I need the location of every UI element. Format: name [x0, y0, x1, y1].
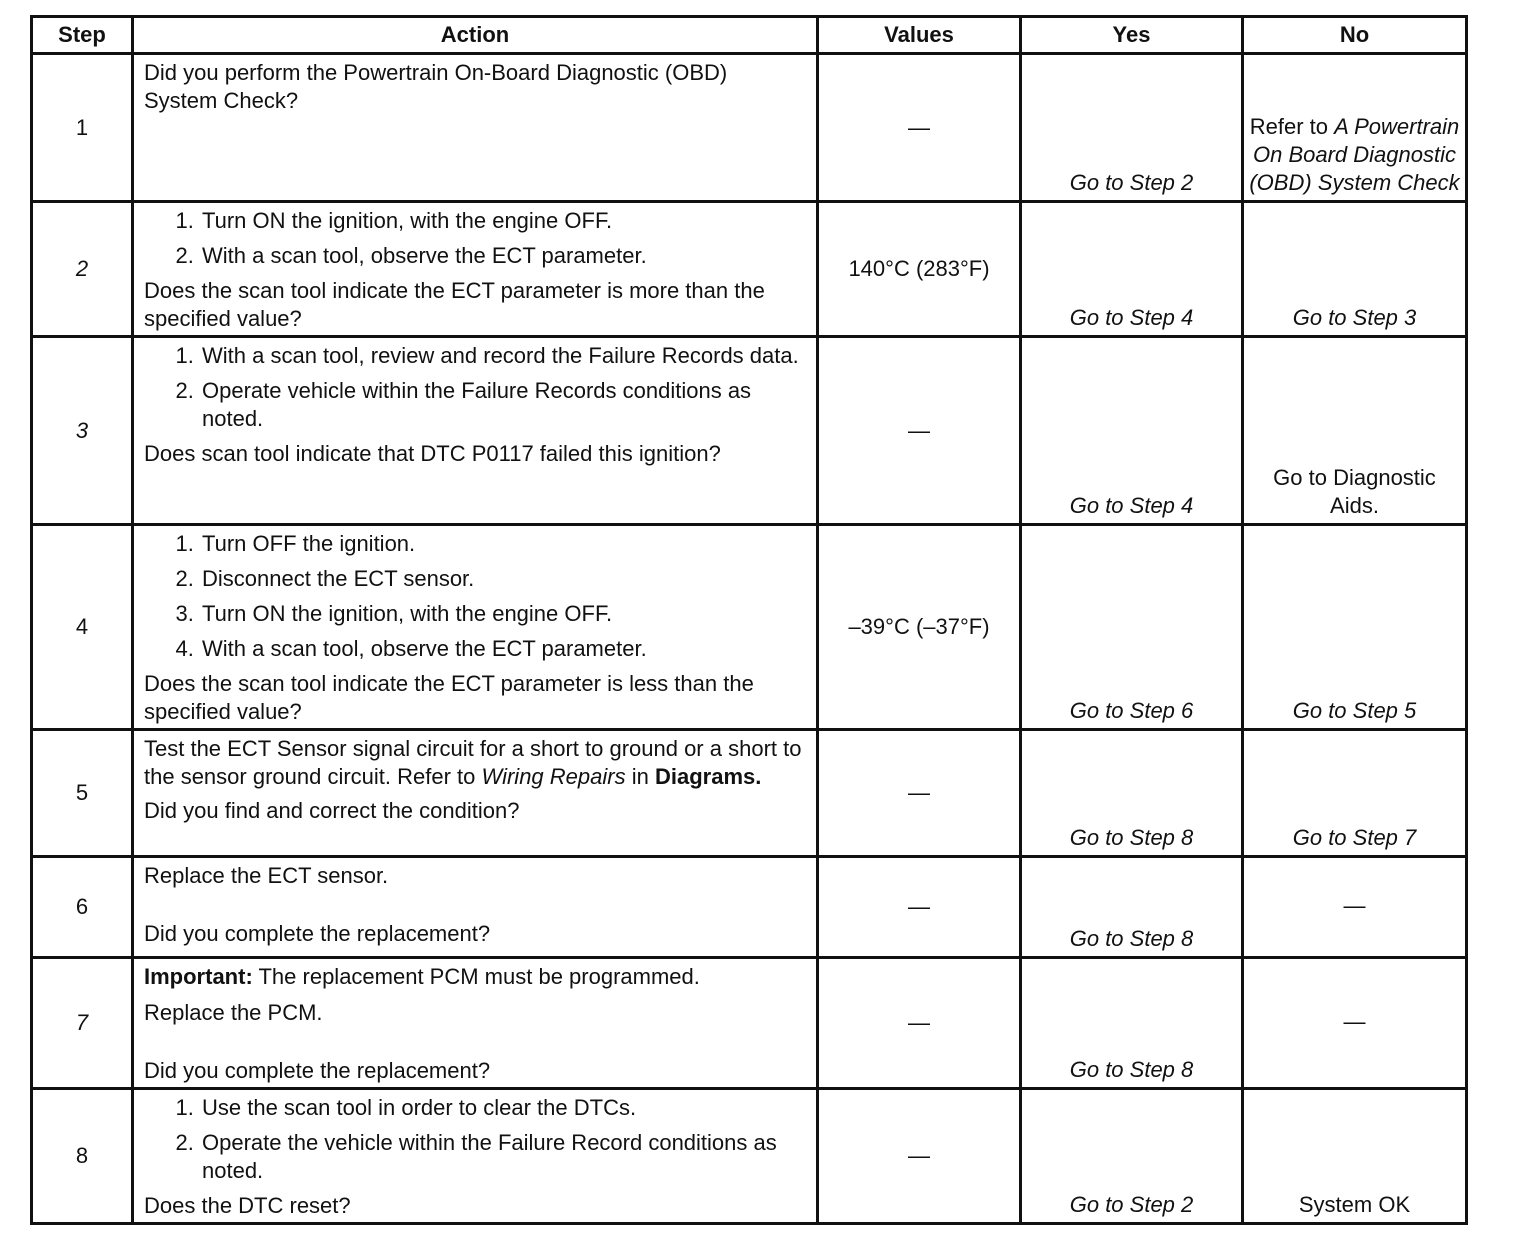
no-prefix: Refer to [1249, 114, 1328, 139]
diagnostic-table [30, 15, 1468, 1225]
yes-cell: Go to Step 8 [1021, 857, 1243, 958]
action-cell [133, 857, 818, 958]
action-steps [144, 342, 806, 433]
table-row [32, 730, 1467, 857]
table-row [32, 202, 1467, 337]
action-step: 2. Disconnect the ECT sensor. [200, 565, 806, 593]
action-question: Does scan tool indicate that DTC P0117 failed this ignition? [144, 441, 721, 466]
action-steps [144, 530, 806, 663]
table-row [32, 54, 1467, 202]
step-number: 3 [32, 337, 133, 525]
yes-cell: Go to Step 4 [1021, 337, 1243, 525]
action-steps [144, 207, 806, 270]
no-cell: Go to Step 5 [1243, 525, 1467, 730]
important-note [144, 963, 806, 991]
action-step: 4. With a scan tool, observe the ECT parameter. [200, 635, 806, 663]
action-question: Does the scan tool indicate the ECT parameter is less than the specified value? [144, 671, 754, 724]
action-step: 2. With a scan tool, observe the ECT parameter. [200, 242, 806, 270]
action-step: 1. Turn OFF the ignition. [200, 530, 806, 558]
yes-cell: Go to Step 2 [1021, 54, 1243, 202]
action-cell [133, 1089, 818, 1224]
value-cell: — [818, 857, 1021, 958]
action-question: Did you perform the Powertrain On-Board Diagnostic (OBD) System Check? [144, 60, 728, 113]
step-number: 8 [32, 1089, 133, 1224]
table-row [32, 1089, 1467, 1224]
action-step: 1. Turn ON the ignition, with the engine OFF. [200, 207, 806, 235]
action-step: 3. Turn ON the ignition, with the engine OFF. [200, 600, 806, 628]
action-instruction: Replace the PCM. [144, 1000, 323, 1025]
diagrams-reference: Diagrams. [654, 764, 762, 789]
table-row [32, 337, 1467, 525]
action-question: Did you complete the replacement? [144, 1058, 491, 1083]
header-no: No [1243, 17, 1467, 54]
yes-cell: Go to Step 4 [1021, 202, 1243, 337]
action-step: 1. With a scan tool, review and record the Failure Records data. [200, 342, 806, 370]
value-cell: — [818, 958, 1021, 1089]
no-cell: Go to Diagnostic Aids. [1243, 337, 1467, 525]
value-cell: — [818, 1089, 1021, 1224]
table-row [32, 857, 1467, 958]
value-cell: 140°C (283°F) [818, 202, 1021, 337]
instruction-text: in [631, 764, 649, 789]
step-number: 2 [32, 202, 133, 337]
no-cell [1243, 54, 1467, 202]
action-steps [144, 1094, 806, 1185]
yes-cell: Go to Step 8 [1021, 730, 1243, 857]
header-yes: Yes [1021, 17, 1243, 54]
step-number: 6 [32, 857, 133, 958]
action-question: Does the DTC reset? [144, 1193, 351, 1218]
step-number: 5 [32, 730, 133, 857]
no-cell: Go to Step 7 [1243, 730, 1467, 857]
step-number: 1 [32, 54, 133, 202]
spacer [144, 890, 806, 918]
yes-cell: Go to Step 8 [1021, 958, 1243, 1089]
action-step: 1. Use the scan tool in order to clear the DTCs. [200, 1094, 806, 1122]
header-row [32, 17, 1467, 54]
action-instruction: Replace the ECT sensor. [144, 863, 389, 888]
yes-cell: Go to Step 2 [1021, 1089, 1243, 1224]
action-question: Did you find and correct the condition? [144, 798, 520, 823]
header-step: Step [32, 17, 133, 54]
action-question: Does the scan tool indicate the ECT parameter is more than the specified value? [144, 278, 765, 331]
no-cell: Go to Step 3 [1243, 202, 1467, 337]
yes-cell: Go to Step 6 [1021, 525, 1243, 730]
step-number: 4 [32, 525, 133, 730]
step-number: 7 [32, 958, 133, 1089]
action-cell [133, 54, 818, 202]
action-step: 2. Operate the vehicle within the Failure Record conditions as noted. [200, 1129, 806, 1185]
action-cell [133, 958, 818, 1089]
table-row [32, 958, 1467, 1089]
no-cell: — [1243, 857, 1467, 958]
value-cell: — [818, 54, 1021, 202]
header-action: Action [133, 17, 818, 54]
action-cell [133, 525, 818, 730]
header-values: Values [818, 17, 1021, 54]
instruction-text: Test the ECT Sensor signal circuit for a short to ground or a short to the sensor ground circuit. Refer to [144, 736, 802, 789]
value-cell: –39°C (–37°F) [818, 525, 1021, 730]
wiring-repairs-reference: Wiring Repairs [481, 764, 626, 789]
no-cell: System OK [1243, 1089, 1467, 1224]
action-question: Did you complete the replacement? [144, 921, 491, 946]
important-label: Important: [144, 964, 253, 989]
action-cell [133, 730, 818, 857]
table-row [32, 525, 1467, 730]
important-text: The replacement PCM must be programmed. [258, 964, 700, 989]
spacer [144, 1027, 806, 1055]
no-cell: — [1243, 958, 1467, 1089]
no-reference: A Powertrain On Board Diagnostic (OBD) System Check [1249, 114, 1460, 195]
action-instruction [144, 735, 806, 791]
action-cell [133, 202, 818, 337]
value-cell: — [818, 730, 1021, 857]
value-cell: — [818, 337, 1021, 525]
action-cell [133, 337, 818, 525]
action-step: 2. Operate vehicle within the Failure Records conditions as noted. [200, 377, 806, 433]
